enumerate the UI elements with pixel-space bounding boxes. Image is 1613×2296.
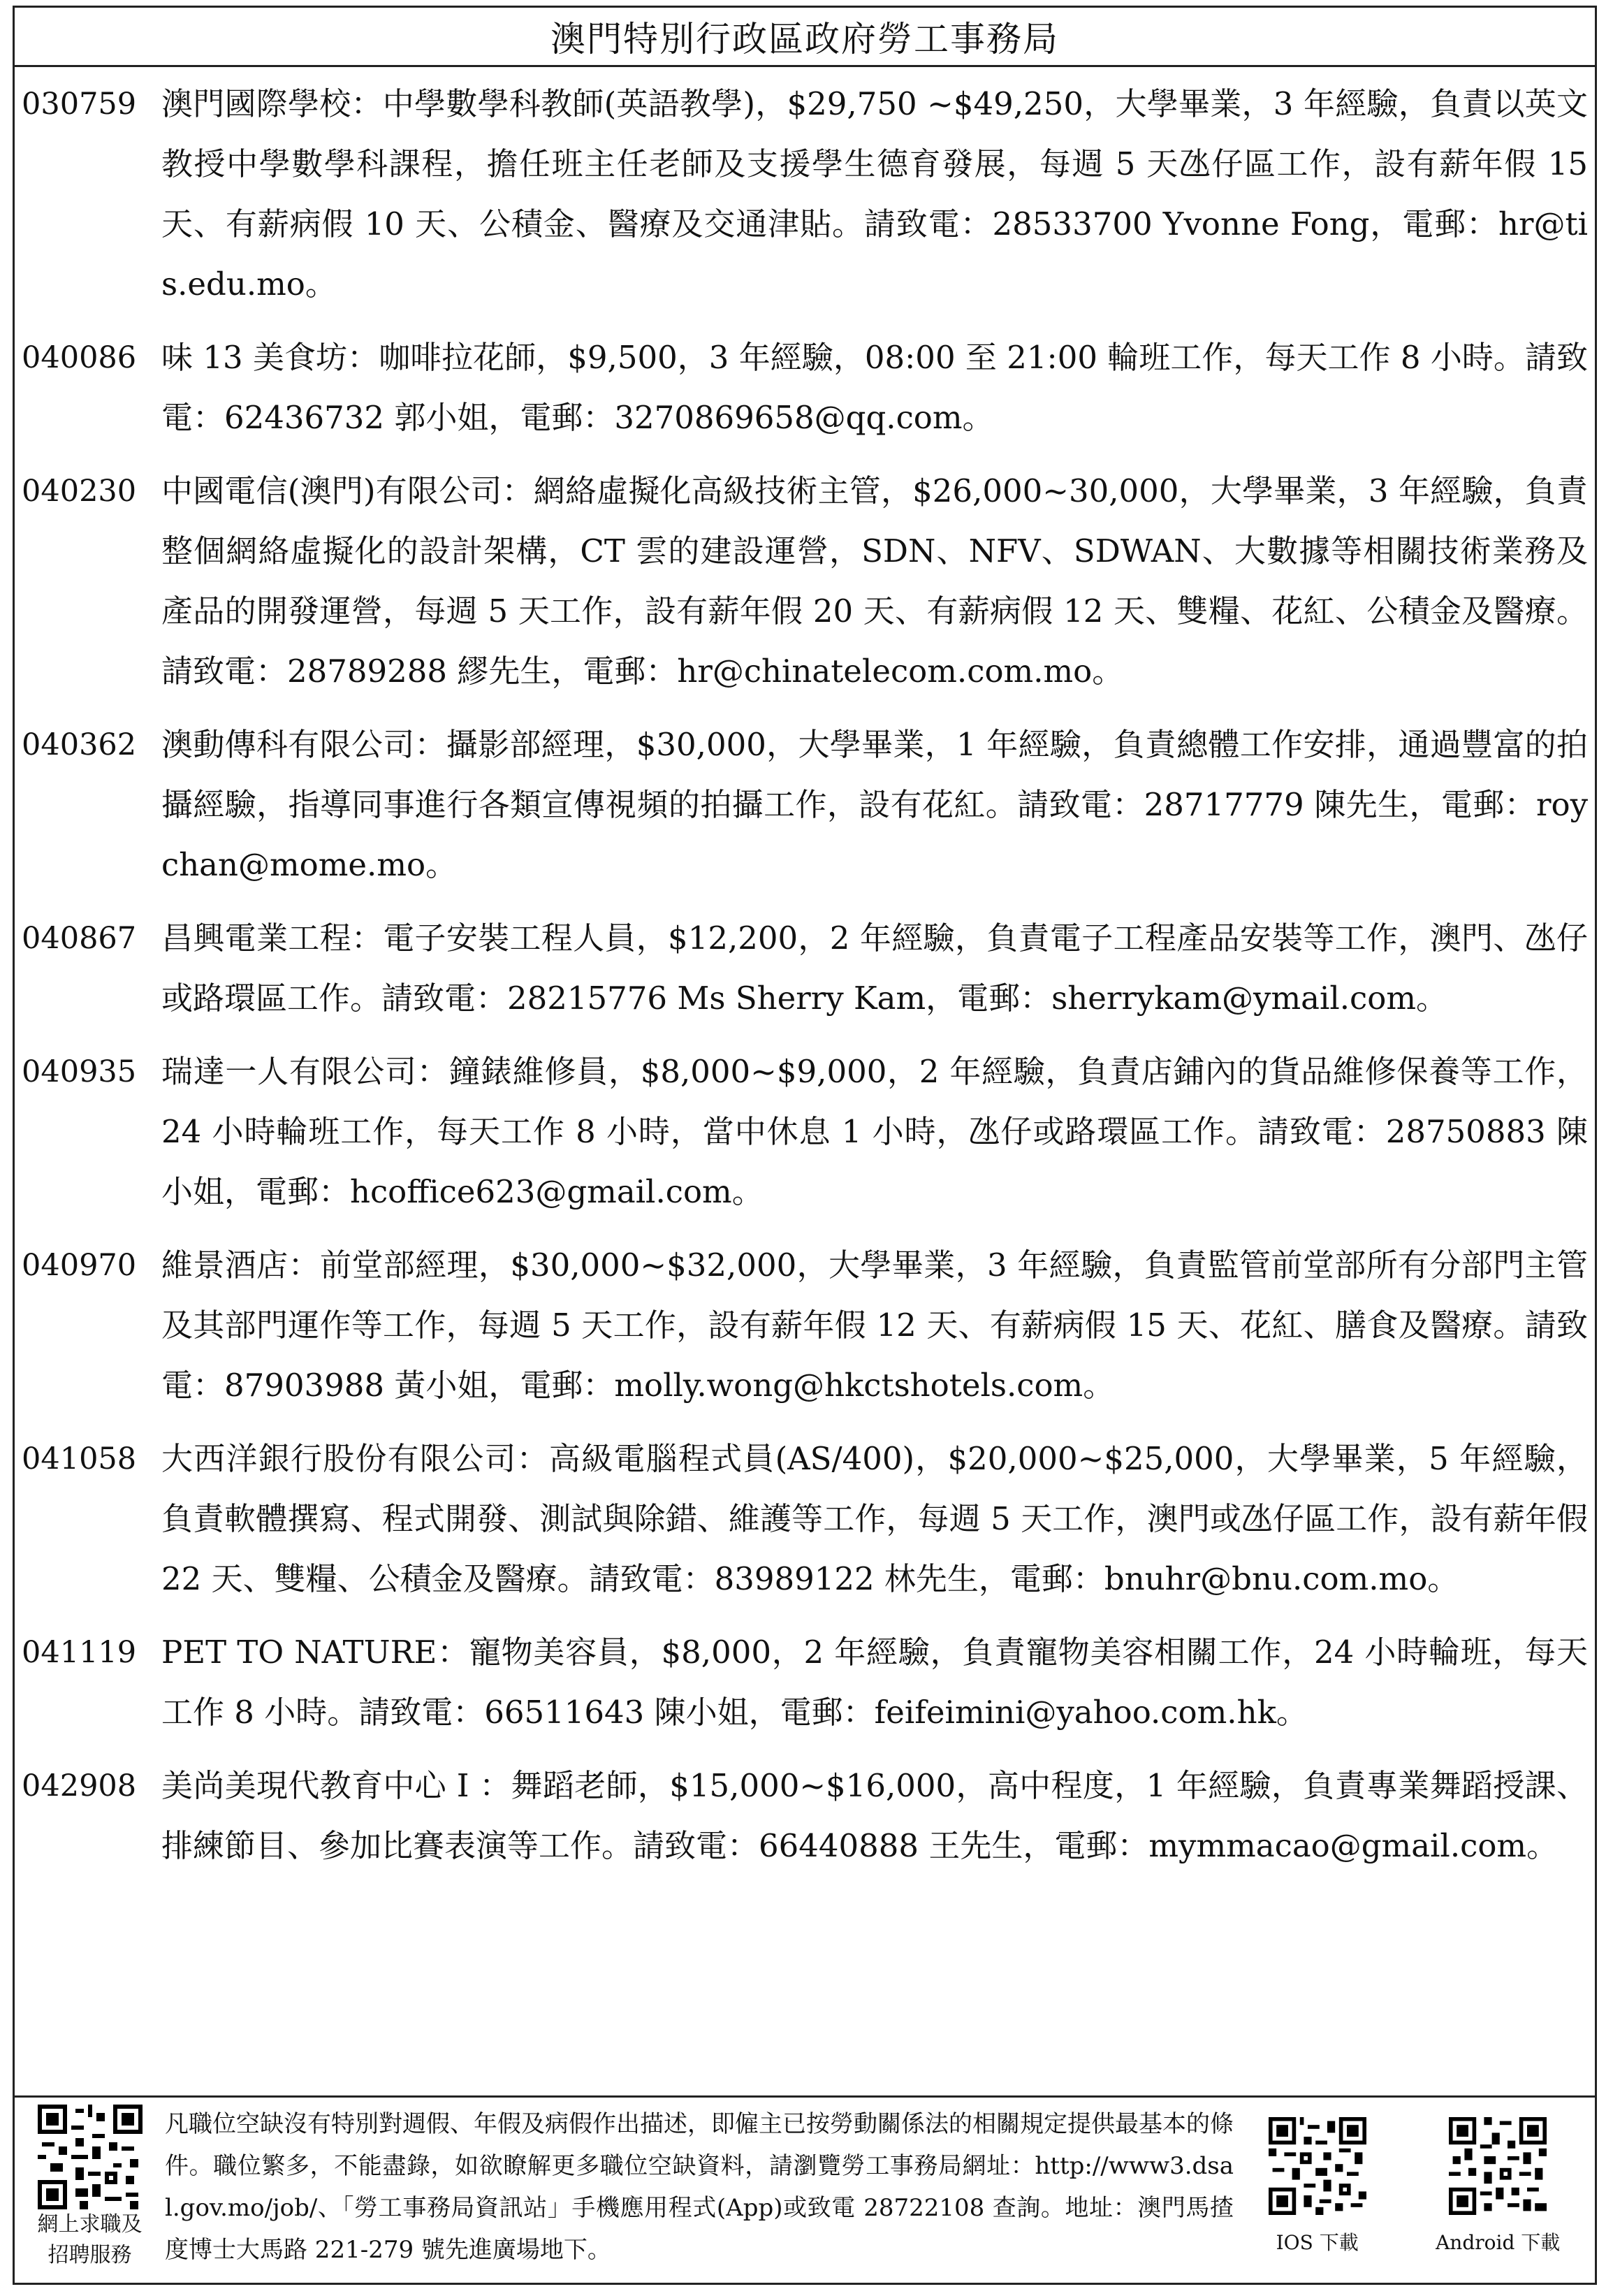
ios-download (1269, 2117, 1366, 2255)
job-description: 美尚美現代教育中心 I ：舞蹈老師，$15,000~$16,000，高中程度，1 年經驗，負責專業舞蹈授課、排練節目、參加比賽表演等工作。請致電：66440888 王先生，電郵：mymmacao@gmail.com。 (161, 1767, 1588, 1864)
list-item (15, 1622, 1595, 1743)
job-code: 040230 (22, 474, 137, 509)
job-description: PET TO NATURE：寵物美容員，$8,000，2 年經驗，負責寵物美容相關工作，24 小時輪班，每天工作 8 小時。請致電：66511643 陳小姐，電郵：feifeimini@yahoo.com.hk。 (161, 1634, 1588, 1731)
job-description: 味 13 美食坊：咖啡拉花師，$9,500，3 年經驗，08:00 至 21:00 輪班工作，每天工作 8 小時。請致電：62436732 郭小姐，電郵：3270869658@qq.com。 (161, 339, 1588, 436)
android-download-label: Android 下載 (1436, 2231, 1561, 2254)
list-item (15, 1042, 1595, 1222)
job-code: 040867 (22, 921, 137, 956)
android-qr-code[interactable] (1449, 2117, 1547, 2215)
job-code: 040086 (22, 340, 137, 375)
job-code: 042908 (22, 1768, 137, 1803)
list-item (15, 74, 1595, 314)
list-item (15, 461, 1595, 702)
job-code: 040935 (22, 1054, 137, 1089)
list-item (15, 908, 1595, 1029)
list-item (15, 1235, 1595, 1416)
android-download (1436, 2117, 1560, 2255)
job-code: 040970 (22, 1248, 137, 1283)
app-downloads (1234, 2098, 1595, 2283)
page-title: 澳門特別行政區政府勞工事務局 (15, 8, 1595, 67)
job-description: 中國電信(澳門)有限公司：網絡虛擬化高級技術主管，$26,000~30,000，大學畢業，3 年經驗，負責整個網絡虛擬化的設計架構，CT 雲的建設運營，SDN、NFV、SDWAN、大數據等相關技術業務及產品的開發運營，每週 5 天工作，設有薪年假 20 天、有薪病假 12 天、雙糧、花紅、公積金及醫療。請致電：28789288 繆先生，電郵：hr@chinatelecom.com.mo。 (161, 472, 1588, 690)
footer (15, 2095, 1595, 2283)
job-code: 041058 (22, 1441, 137, 1476)
job-description: 維景酒店：前堂部經理，$30,000~$32,000，大學畢業，3 年經驗，負責監管前堂部所有分部門主管及其部門運作等工作，每週 5 天工作，設有薪年假 12 天、有薪病假 15 天、花紅、膳食及醫療。請致電：87903988 黃小姐，電郵：molly.wong@hkctshotels.com。 (161, 1247, 1588, 1404)
list-item (15, 715, 1595, 895)
ios-qr-code[interactable] (1269, 2117, 1366, 2215)
list-item (15, 1429, 1595, 1609)
job-listing-sheet (13, 6, 1597, 2285)
job-description: 瑞達一人有限公司：鐘錶維修員，$8,000~$9,000，2 年經驗，負責店鋪內的貨品維修保養等工作，24 小時輪班工作，每天工作 8 小時，當中休息 1 小時，氹仔或路環區工作。請致電：28750883 陳小姐，電郵：hcoffice623@gmail.com。 (161, 1053, 1588, 1210)
job-code: 030759 (22, 87, 137, 122)
job-description: 澳門國際學校：中學數學科教師(英語教學)，$29,750 ~$49,250，大學畢業，3 年經驗，負責以英文教授中學數學科課程，擔任班主任老師及支援學生德育發展，每週 5 天氹仔區工作，設有薪年假 15 天、有薪病假 10 天、公積金、醫療及交通津貼。請致電：28533700 Yvonne Fong，電郵：hr@tis.edu.mo。 (161, 85, 1588, 303)
online-service-qr-code[interactable] (38, 2105, 143, 2209)
online-service-label-line1: 網上求職及 (37, 2212, 143, 2237)
job-code: 041119 (22, 1635, 137, 1670)
job-description: 大西洋銀行股份有限公司：高級電腦程式員(AS/400)，$20,000~$25,000，大學畢業，5 年經驗，負責軟體撰寫、程式開發、測試與除錯、維護等工作，每週 5 天工作，澳門或氹仔區工作，設有薪年假 22 天、雙糧、公積金及醫療。請致電：83989122 林先生，電郵：bnuhr@bnu.com.mo。 (161, 1440, 1588, 1597)
online-service-qr-block (15, 2098, 165, 2283)
footer-notice: 凡職位空缺沒有特別對週假、年假及病假作出描述，即僱主已按勞動關係法的相關規定提供最基本的條件。職位繁多，不能盡錄，如欲瞭解更多職位空缺資料，請瀏覽勞工事務局網址：http://www3.dsal.gov.mo/job/、「勞工事務局資訊站」手機應用程式(App)或致電 28722108 查詢。地址：澳門馬揸度博士大馬路 221-279 號先進廣場地下。 (165, 2110, 1234, 2264)
job-code: 040362 (22, 727, 137, 762)
online-service-label-line2: 招聘服務 (48, 2243, 132, 2267)
ios-download-label: IOS 下載 (1276, 2231, 1359, 2254)
job-listings (15, 67, 1595, 1876)
job-description: 昌興電業工程：電子安裝工程人員，$12,200，2 年經驗，負責電子工程產品安裝等工作，澳門、氹仔或路環區工作。請致電：28215776 Ms Sherry Kam，電郵：sherrykam@ymail.com。 (161, 920, 1588, 1017)
job-description: 澳動傳科有限公司：攝影部經理，$30,000，大學畢業，1 年經驗，負責總體工作安排，通過豐富的拍攝經驗，指導同事進行各類宣傳視頻的拍攝工作，設有花紅。請致電：28717779 陳先生，電郵：roychan@mome.mo。 (161, 726, 1588, 883)
list-item (15, 328, 1595, 448)
list-item (15, 1756, 1595, 1876)
